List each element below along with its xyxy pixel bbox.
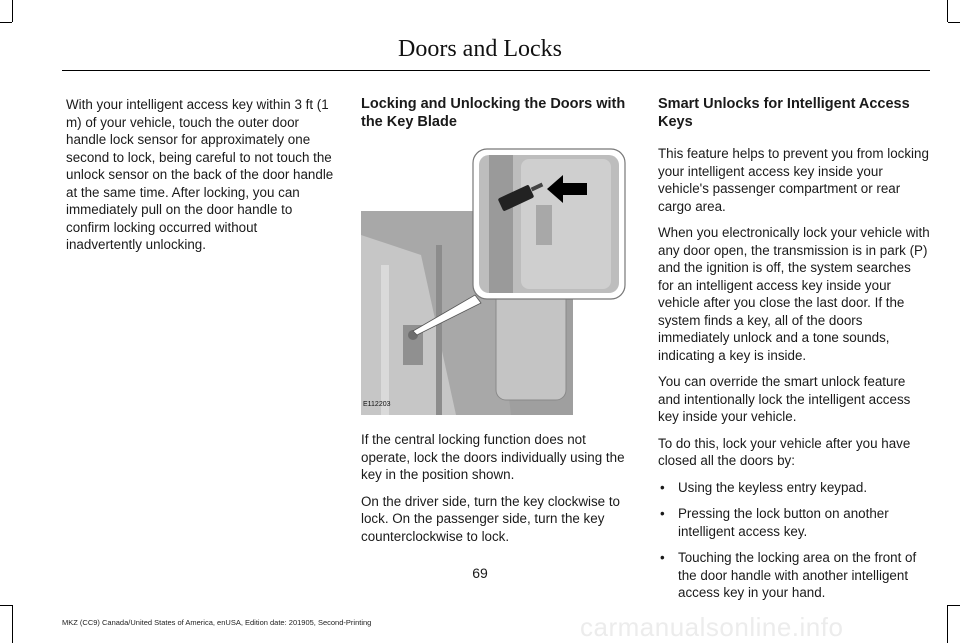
- smart-unlocks-paragraph-2: When you electronically lock your vehicle with any door open, the transmission is in park (P) and the ignition is off, the system searches for an intelligent access key inside your vehicle after you close the last door. If the system finds a key, all of the doors immediately unlock and a tone sounds, indicating a key is inside.: [658, 225, 930, 363]
- smart-unlocks-paragraph-1: This feature helps to prevent you from locking your intelligent access key inside your vehicle's passenger compartment or rear cargo area.: [658, 146, 929, 214]
- column-2: [361, 96, 633, 554]
- column-1: [66, 96, 336, 263]
- site-watermark: carmanualsonline.info: [580, 612, 844, 642]
- page-number: 69: [472, 565, 488, 581]
- override-methods-list: [658, 479, 930, 602]
- crop-mark-bottom-right-h: [948, 605, 960, 606]
- crop-mark-bottom-left-h: [0, 605, 12, 606]
- smart-unlocks-paragraph-3: You can override the smart unlock feature and intentionally lock the intelligent access key inside your vehicle.: [658, 374, 911, 424]
- column-3: [658, 96, 930, 611]
- figure-code: E112203: [363, 400, 391, 408]
- smart-unlocks-heading: Smart Unlocks for Intelligent Access Keys: [658, 96, 910, 130]
- crop-mark-bottom-right-v: [947, 605, 948, 643]
- list-item-text: Touching the locking area on the front of the door handle with another intelligent access key in your hand.: [678, 550, 917, 600]
- crop-mark-bottom-left-v: [12, 605, 13, 643]
- crop-mark-top-right-h: [948, 22, 960, 23]
- crop-mark-top-left-v: [12, 0, 13, 22]
- list-item: [658, 505, 930, 540]
- door-lock-illustration: [361, 145, 631, 415]
- list-item-text: Pressing the lock button on another intelligent access key.: [678, 506, 889, 539]
- page-title: Doors and Locks: [398, 36, 562, 62]
- bullet-marker: •: [660, 506, 665, 521]
- crop-mark-top-right-v: [947, 0, 948, 22]
- intro-paragraph: With your intelligent access key within 3 ft (1 m) of your vehicle, touch the outer door handle lock sensor for approximately one second to lock, being careful to not touch the unlock sensor on the back of the door handle at the same time. After locking, you can immediately pull on the door handle to confirm locking occurred without inadvertently unlocking.: [66, 97, 334, 252]
- key-blade-paragraph-2: On the driver side, turn the key clockwise to lock. On the passenger side, turn the key counterclockwise to lock.: [361, 493, 620, 544]
- door-lock-drawing: [361, 145, 631, 415]
- key-blade-heading: Locking and Unlocking the Doors with the Key Blade: [361, 96, 626, 130]
- smart-unlocks-paragraph-4: To do this, lock your vehicle after you have closed all the doors by:: [658, 435, 911, 468]
- title-divider: [62, 70, 930, 71]
- list-item-text: Using the keyless entry keypad.: [678, 479, 868, 495]
- crop-mark-top-left-h: [0, 22, 12, 23]
- list-item: [658, 479, 930, 497]
- bullet-marker: •: [660, 479, 665, 495]
- bullet-marker: •: [660, 550, 665, 565]
- key-blade-paragraph-1: If the central locking function does not operate, lock the doors individually using the key in the position shown.: [361, 432, 625, 482]
- edition-footer: MKZ (CC9) Canada/United States of America, enUSA, Edition date: 201905, Second-Printing: [62, 618, 372, 627]
